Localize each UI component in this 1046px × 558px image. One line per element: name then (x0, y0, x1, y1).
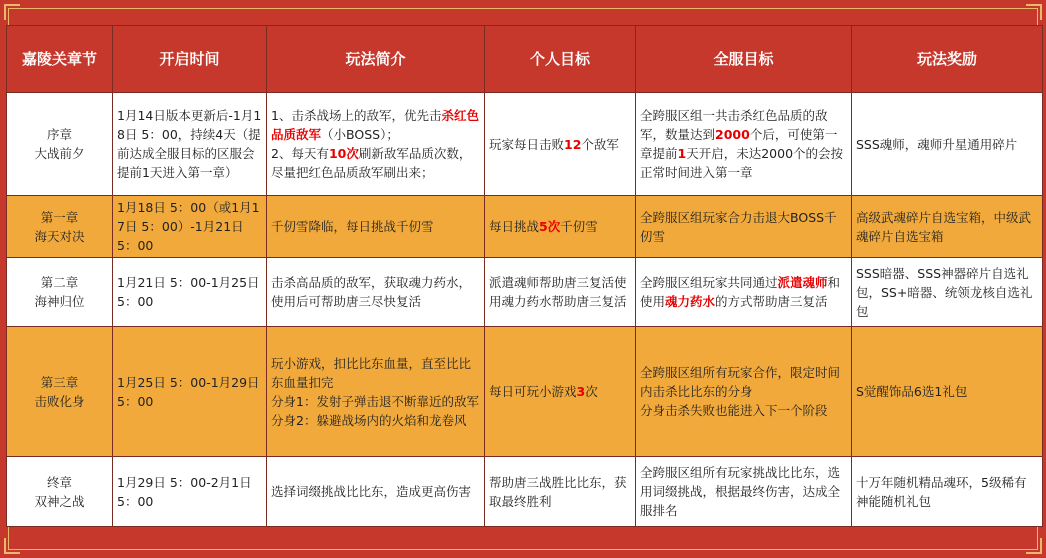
open-time-cell: 1月14日版本更新后-1月18日 5：00，持续4天（提前达成全服目标的区服会提前1天进入第一章） (113, 93, 267, 196)
goal-highlight: 5次 (539, 219, 561, 234)
intro-cell: 击杀高品质的敌军，获取魂力药水，使用后可帮助唐三尽快复活 (267, 258, 485, 327)
chapter-cell (7, 196, 113, 258)
goal-text: 天开启，未达2000个的会按正常时间进入第一章 (640, 146, 844, 180)
corner-ornament (1026, 538, 1042, 554)
intro-text: 刷新敌军品质次数，尽量把红色品质敌军刷出来； (271, 146, 472, 180)
goal-highlight: 1 (677, 146, 687, 161)
chapter-number: 第三章 (40, 374, 79, 390)
intro-text: （小BOSS）； (321, 127, 399, 142)
reward-cell: SSS魂师，魂师升星通用碎片 (852, 93, 1043, 196)
reward-cell: SSS暗器、SSS神器碎片自选礼包，SS+暗器、统领龙核自选礼包 (852, 258, 1043, 327)
goal-text: 个敌军 (581, 136, 619, 152)
open-time-cell: 1月21日 5：00-1月25日 5：00 (113, 258, 267, 327)
goal-highlight: 12 (564, 136, 582, 152)
intro-cell (267, 93, 485, 196)
chapter-cell (7, 93, 113, 196)
server-goal-cell (636, 93, 852, 196)
personal-goal-cell (485, 327, 636, 457)
goal-text: 全跨服区组一共击杀红色品质的敌军，数量达到 (640, 108, 828, 142)
corner-ornament (1026, 4, 1042, 20)
chapter-number: 第二章 (40, 275, 79, 290)
chapter-cell (7, 258, 113, 327)
goal-text: 全跨服区组玩家共同通过 (640, 275, 778, 290)
chapter-number: 第一章 (40, 209, 79, 225)
goal-text: 每日挑战 (489, 219, 540, 234)
reward-cell: S觉醒饰品6选1礼包 (852, 327, 1043, 457)
server-goal-cell (636, 327, 852, 457)
goal-text: 次 (585, 384, 598, 399)
open-time-cell: 1月18日 5：00（或1月17日 5：00）-1月21日 5：00 (113, 196, 267, 258)
header-chapter: 嘉陵关章节 (7, 26, 113, 93)
chapter-name: 双神之战 (34, 493, 85, 509)
header-server-goal: 全服目标 (636, 26, 852, 93)
goal-text: 和使用 (640, 275, 841, 309)
goal-highlight: 2000 (715, 127, 750, 142)
chapter-name: 海神归位 (34, 294, 85, 309)
table-row (7, 327, 1043, 457)
intro-text: 玩小游戏，扣比比东血量，直至比比东血量扣完 (271, 355, 472, 390)
chapter-cell (7, 327, 113, 457)
intro-highlight: 10次 (328, 146, 359, 161)
goal-text: 全跨服区组所有玩家合作，限定时间内击杀比比东的分身 (640, 365, 841, 399)
server-goal-cell (636, 258, 852, 327)
goal-text: 分身击杀失败也能进入下一个阶段 (640, 403, 828, 418)
personal-goal-cell (485, 196, 636, 258)
personal-goal-cell: 派遣魂师帮助唐三复活使用魂力药水帮助唐三复活 (485, 258, 636, 327)
chapter-number: 终章 (46, 474, 72, 490)
header-personal-goal: 个人目标 (485, 26, 636, 93)
open-time-cell: 1月25日 5：00-1月29日 5：00 (113, 327, 267, 457)
goal-highlight: 3 (576, 384, 586, 399)
table-row (7, 457, 1043, 527)
intro-text: 2、每天有 (271, 146, 329, 161)
intro-cell: 选择词缀挑战比比东，造成更高伤害 (267, 457, 485, 527)
goal-highlight: 魂力药水 (665, 294, 716, 309)
table-header-row (7, 26, 1043, 93)
goal-highlight: 派遣魂师 (777, 275, 828, 290)
goal-text: 玩家每日击败 (489, 136, 565, 152)
reward-cell: 高级武魂碎片自选宝箱，中级武魂碎片自选宝箱 (852, 196, 1043, 258)
reward-cell: 十万年随机精品魂环，5级稀有神能随机礼包 (852, 457, 1043, 527)
intro-highlight: 杀红色品质敌军 (271, 108, 479, 142)
server-goal-cell: 全跨服区组玩家合力击退大BOSS千仞雪 (636, 196, 852, 258)
table-row (7, 258, 1043, 327)
corner-ornament (4, 4, 20, 20)
header-open-time: 开启时间 (113, 26, 267, 93)
server-goal-cell: 全跨服区组所有玩家挑战比比东，选用词缀挑战，根据最终伤害，达成全服排名 (636, 457, 852, 527)
open-time-cell: 1月29日 5：00-2月1日 5：00 (113, 457, 267, 527)
chapter-name: 大战前夕 (34, 146, 85, 161)
goal-text: 千仞雪 (560, 219, 598, 234)
table-row (7, 93, 1043, 196)
personal-goal-cell (485, 93, 636, 196)
chapter-number: 序章 (46, 127, 72, 142)
chapter-name: 击败化身 (34, 393, 85, 409)
chapter-name: 海天对决 (34, 228, 85, 244)
chapter-cell (7, 457, 113, 527)
personal-goal-cell: 帮助唐三战胜比比东，获取最终胜利 (485, 457, 636, 527)
corner-ornament (4, 538, 20, 554)
goal-text: 每日可玩小游戏 (489, 384, 577, 399)
event-rules-table (6, 25, 1043, 527)
header-reward: 玩法奖励 (852, 26, 1043, 93)
intro-text: 分身2：躲避战场内的火焰和龙卷风 (271, 412, 467, 428)
header-intro: 玩法简介 (267, 26, 485, 93)
intro-text: 分身1：发射子弹击退不断靠近的敌军 (271, 393, 479, 409)
goal-text: 的方式帮助唐三复活 (715, 294, 828, 309)
intro-cell (267, 327, 485, 457)
intro-text: 1、击杀战场上的敌军，优先击 (271, 108, 442, 123)
goal-text: 个后，可使第一章提前 (640, 127, 838, 161)
intro-cell: 千仞雪降临，每日挑战千仞雪 (267, 196, 485, 258)
table-row (7, 196, 1043, 258)
